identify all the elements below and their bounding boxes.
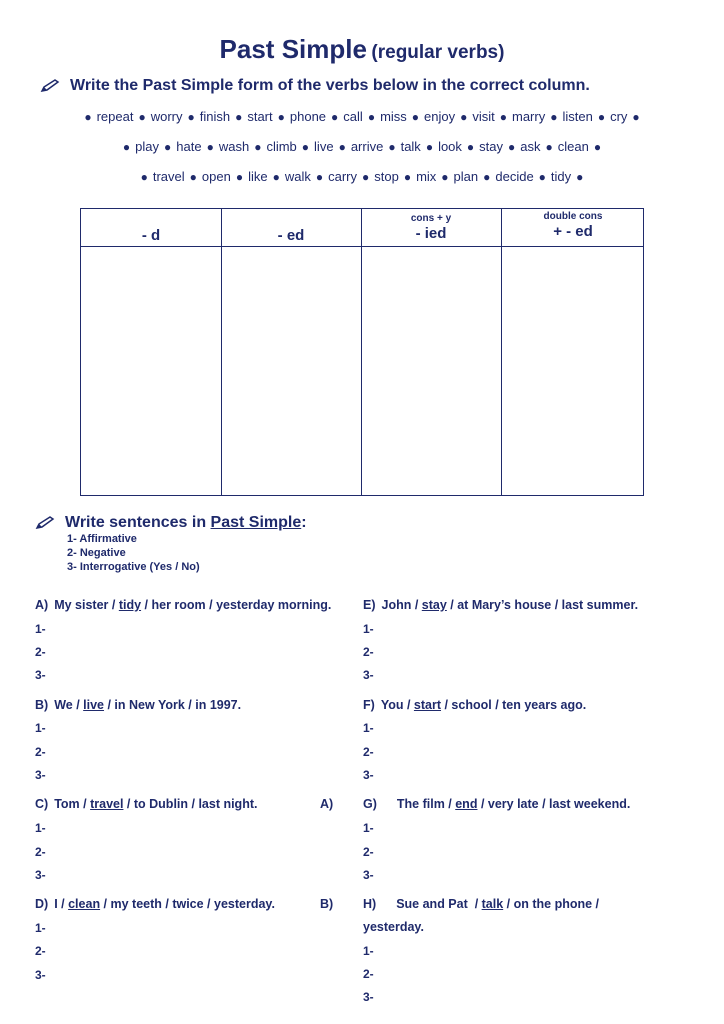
pencil-icon <box>35 516 55 530</box>
pencil-icon <box>40 79 60 93</box>
answer-table <box>80 208 644 496</box>
bullet-icon: ● <box>632 110 640 124</box>
answer-line-number: 2- <box>35 944 46 958</box>
verb-item: tidy <box>550 169 572 184</box>
bullet-icon: ● <box>254 140 262 154</box>
page-title <box>0 34 724 65</box>
answer-line[interactable] <box>381 620 671 638</box>
verb-item: look <box>438 139 462 154</box>
instruction-sentences-colon: : <box>301 514 307 531</box>
answer-line-number: 1- <box>363 622 374 636</box>
verb-item: mix <box>416 169 437 184</box>
exercise-verb: tidy <box>118 598 142 612</box>
exercise-rest: / school / ten years ago. <box>441 698 587 712</box>
exercise-prompt-h <box>363 897 599 911</box>
bullet-icon: ● <box>403 170 412 184</box>
instruction-sentences-link: Past Simple <box>210 514 302 531</box>
exercise-rest: / very late / last weekend. <box>477 797 631 811</box>
bullet-icon: ● <box>189 170 197 184</box>
answer-line-number: 1- <box>363 721 374 735</box>
exercise-subject: We / <box>54 698 84 712</box>
bullet-icon: ● <box>508 140 516 154</box>
answer-line[interactable] <box>53 919 343 937</box>
answer-line[interactable] <box>381 988 671 1006</box>
answer-line-number: 2- <box>363 645 374 659</box>
bullet-icon: ● <box>84 110 92 124</box>
column-header-ed <box>221 227 361 244</box>
exercise-prompt-continuation: yesterday. <box>363 920 424 934</box>
exercise-prompt-c <box>35 797 257 811</box>
exercise-label: G) <box>363 797 377 811</box>
answer-line-number: 2- <box>363 845 374 859</box>
verb-item: finish <box>199 109 231 124</box>
column-header-label: - d <box>141 227 161 244</box>
verb-item: decide <box>495 169 534 184</box>
answer-line-number: 1- <box>363 821 374 835</box>
answer-line-number: 1- <box>363 944 374 958</box>
bullet-icon: ● <box>138 110 146 124</box>
exercise-subject: The film / <box>396 797 456 811</box>
answer-line[interactable] <box>381 866 671 884</box>
instruction-sentences-text: Write sentences in <box>65 514 211 531</box>
verb-item: visit <box>472 109 495 124</box>
answer-line-number: 3- <box>35 968 46 982</box>
exercise-subject: John / <box>381 598 422 612</box>
answer-line-number: 3- <box>363 990 374 1004</box>
verb-item: phone <box>289 109 327 124</box>
verb-item: enjoy <box>424 109 456 124</box>
sentence-type-affirmative: 1- Affirmative <box>67 533 137 545</box>
answer-line-number: 1- <box>35 821 46 835</box>
answer-line[interactable] <box>53 866 343 884</box>
column-header-note: cons + y <box>410 213 452 224</box>
verb-list-row <box>0 169 724 184</box>
answer-line[interactable] <box>381 743 671 761</box>
bullet-icon: ● <box>140 170 148 184</box>
exercise-prompt-b <box>35 698 241 712</box>
answer-line[interactable] <box>381 766 671 784</box>
answer-line[interactable] <box>53 843 343 861</box>
bullet-icon: ● <box>593 140 602 154</box>
answer-line[interactable] <box>53 620 343 638</box>
answer-line-number: 3- <box>35 668 46 682</box>
bullet-icon: ● <box>550 110 558 124</box>
verb-item: live <box>314 139 334 154</box>
exercise-label: C) <box>35 797 49 811</box>
exercise-rest: / on the phone / <box>503 897 600 911</box>
exercise-verb: clean <box>68 897 101 911</box>
answer-line-number: 2- <box>35 645 46 659</box>
answer-line-number: 1- <box>35 622 46 636</box>
instruction-columns-text: Write the Past Simple form of the verbs below in the correct column. <box>70 77 590 94</box>
exercise-subject: You / <box>380 698 414 712</box>
answer-line[interactable] <box>53 966 343 984</box>
verb-item: ask <box>520 139 541 154</box>
verb-item: like <box>248 169 268 184</box>
exercise-verb: stay <box>421 598 447 612</box>
answer-cell-double-ed[interactable] <box>502 247 643 495</box>
answer-line-number: 2- <box>35 845 46 859</box>
verb-list-row <box>0 109 724 124</box>
column-header-double-ed <box>501 211 645 240</box>
exercise-label: B) <box>35 698 49 712</box>
bullet-icon: ● <box>538 170 546 184</box>
answer-line-number: 2- <box>363 967 374 981</box>
bullet-icon: ● <box>425 140 434 154</box>
answer-line-number: 3- <box>35 868 46 882</box>
verb-item: climb <box>266 139 297 154</box>
bullet-icon: ● <box>206 140 214 154</box>
exercise-label: F) <box>363 698 375 712</box>
bullet-icon: ● <box>164 140 172 154</box>
answer-line[interactable] <box>381 819 671 837</box>
bullet-icon: ● <box>388 140 396 154</box>
bullet-icon: ● <box>338 140 346 154</box>
exercise-verb: end <box>455 797 478 811</box>
bullet-icon: ● <box>315 170 324 184</box>
verb-item: miss <box>380 109 407 124</box>
answer-line-number: 3- <box>35 768 46 782</box>
answer-cell-ied[interactable] <box>362 247 501 495</box>
exercise-subject: Sue and Pat / <box>396 897 482 911</box>
verb-item: plan <box>453 169 479 184</box>
exercise-note: B) <box>320 897 334 911</box>
exercise-prompt-f <box>363 698 586 712</box>
exercise-rest: / her room / yesterday morning. <box>141 598 332 612</box>
verb-item: listen <box>562 109 593 124</box>
answer-line-number: 3- <box>363 768 374 782</box>
verb-item: play <box>135 139 160 154</box>
answer-line[interactable] <box>53 643 343 661</box>
exercise-verb: travel <box>90 797 124 811</box>
column-header-ied <box>361 213 501 242</box>
exercise-note: A) <box>320 797 334 811</box>
exercise-label: E) <box>363 598 376 612</box>
answer-line-number: 2- <box>363 745 374 759</box>
exercise-rest: / at Mary’s house / last summer. <box>446 598 639 612</box>
exercise-rest: / in New York / in 1997. <box>104 698 242 712</box>
bullet-icon: ● <box>411 110 420 124</box>
verb-item: clean <box>557 139 589 154</box>
bullet-icon: ● <box>499 110 507 124</box>
answer-line[interactable] <box>53 766 343 784</box>
column-header-d <box>81 227 221 244</box>
verb-item: open <box>201 169 231 184</box>
exercise-label: H) <box>363 897 377 911</box>
verb-item: call <box>343 109 363 124</box>
answer-cell-d[interactable] <box>81 247 221 495</box>
exercise-prompt-a <box>35 598 331 612</box>
instruction-sentences <box>35 514 307 532</box>
column-header-note: double cons <box>543 211 603 222</box>
bullet-icon: ● <box>576 170 584 184</box>
bullet-icon: ● <box>483 170 491 184</box>
verb-item: stay <box>479 139 504 154</box>
exercise-prompt-e <box>363 598 638 612</box>
answer-line[interactable] <box>53 819 343 837</box>
verb-item: arrive <box>350 139 384 154</box>
answer-line-number: 1- <box>35 721 46 735</box>
title-main: Past Simple <box>219 34 367 64</box>
answer-line-number: 3- <box>363 868 374 882</box>
answer-line[interactable] <box>381 666 671 684</box>
exercise-label: D) <box>35 897 49 911</box>
verb-item: cry <box>610 109 628 124</box>
bullet-icon: ● <box>460 110 468 124</box>
bullet-icon: ● <box>441 170 449 184</box>
bullet-icon: ● <box>361 170 370 184</box>
answer-line[interactable] <box>53 743 343 761</box>
verb-item: marry <box>512 109 546 124</box>
verb-item: talk <box>400 139 421 154</box>
exercise-prompt-g <box>363 797 630 811</box>
column-header-label: + - ed <box>553 223 593 240</box>
verb-item: start <box>247 109 273 124</box>
exercise-subject: I / <box>54 897 69 911</box>
verb-item: repeat <box>96 109 134 124</box>
bullet-icon: ● <box>545 140 553 154</box>
bullet-icon: ● <box>331 110 339 124</box>
title-sub: (regular verbs) <box>371 42 505 63</box>
exercise-rest: / my teeth / twice / yesterday. <box>100 897 275 911</box>
exercise-verb: start <box>413 698 442 712</box>
bullet-icon: ● <box>597 110 606 124</box>
exercise-verb: live <box>83 698 105 712</box>
exercise-rest: / to Dublin / last night. <box>123 797 258 811</box>
answer-line[interactable] <box>381 942 671 960</box>
answer-line[interactable] <box>381 965 671 983</box>
answer-line[interactable] <box>381 843 671 861</box>
bullet-icon: ● <box>187 110 195 124</box>
exercise-label: A) <box>35 598 49 612</box>
exercise-prompt-d <box>35 897 275 911</box>
sentence-type-interrogative: 3- Interrogative (Yes / No) <box>67 561 200 573</box>
bullet-icon: ● <box>235 170 244 184</box>
verb-item: carry <box>328 169 357 184</box>
answer-line[interactable] <box>381 719 671 737</box>
answer-line-number: 2- <box>35 745 46 759</box>
verb-item: hate <box>176 139 202 154</box>
bullet-icon: ● <box>122 140 131 154</box>
verb-item: walk <box>284 169 311 184</box>
answer-cell-ed[interactable] <box>222 247 361 495</box>
bullet-icon: ● <box>367 110 376 124</box>
exercise-subject: Tom / <box>54 797 91 811</box>
bullet-icon: ● <box>235 110 243 124</box>
answer-line-number: 1- <box>35 921 46 935</box>
verb-item: travel <box>152 169 185 184</box>
answer-line[interactable] <box>53 719 343 737</box>
answer-line[interactable] <box>381 643 671 661</box>
answer-line[interactable] <box>53 942 343 960</box>
verb-item: wash <box>218 139 250 154</box>
exercise-subject: My sister / <box>54 598 119 612</box>
answer-line[interactable] <box>53 666 343 684</box>
bullet-icon: ● <box>301 140 310 154</box>
bullet-icon: ● <box>272 170 280 184</box>
verb-item: worry <box>150 109 183 124</box>
column-header-label: - ed <box>277 227 305 244</box>
bullet-icon: ● <box>277 110 285 124</box>
verb-list-row <box>0 139 724 154</box>
verb-item: stop <box>374 169 399 184</box>
instruction-columns <box>40 77 590 95</box>
column-header-label: - ied <box>415 225 447 242</box>
answer-line-number: 3- <box>363 668 374 682</box>
exercise-verb: talk <box>481 897 504 911</box>
bullet-icon: ● <box>466 140 475 154</box>
sentence-type-negative: 2- Negative <box>67 547 126 559</box>
